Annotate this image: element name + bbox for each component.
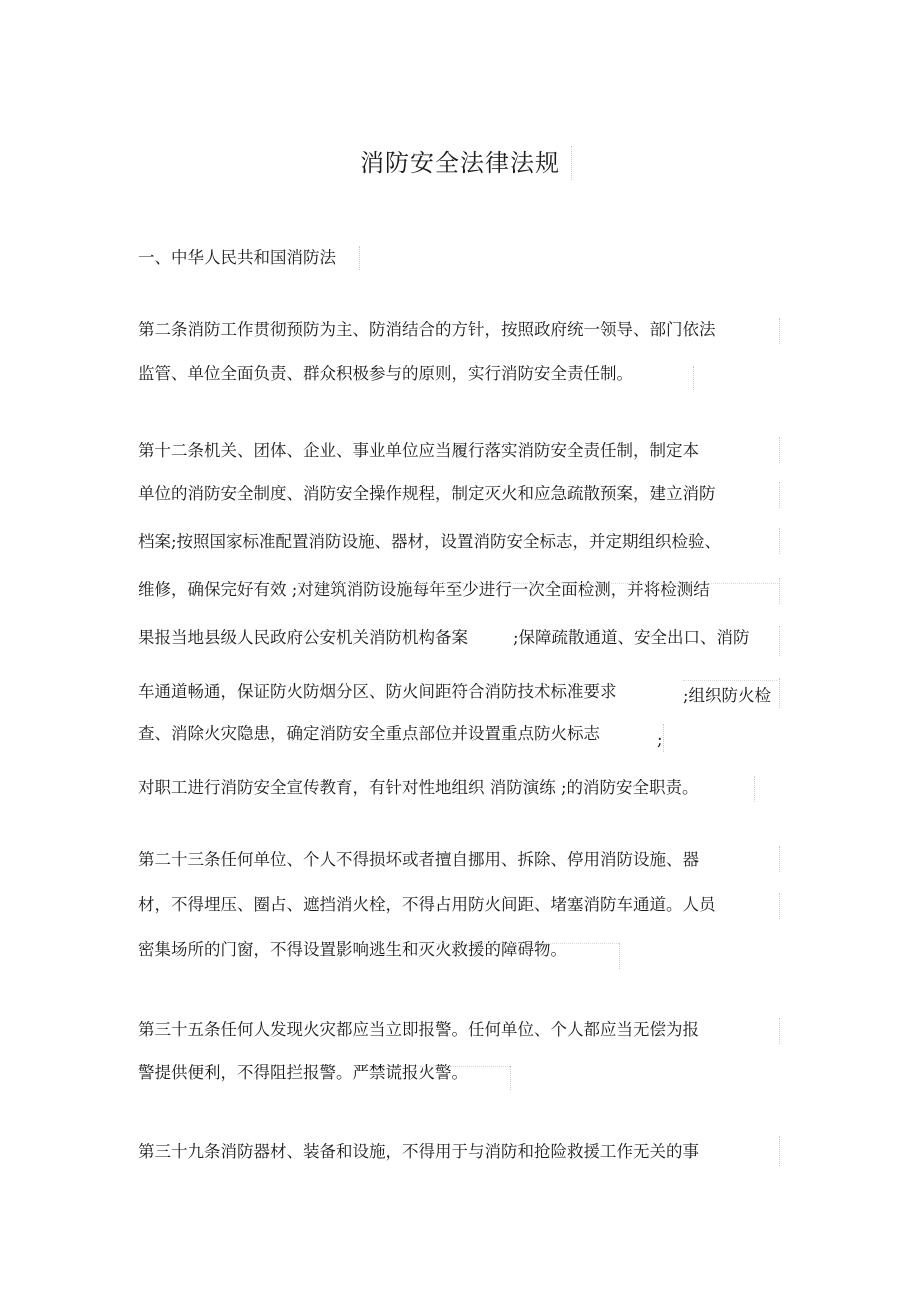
article-12-line-3: 档案;按照国家标准配置消防设施、器材，设置消防安全标志，并定期组织检验、 bbox=[138, 532, 722, 551]
article-28-line-1: 第二十三条任何单位、个人不得损坏或者擅自挪用、拆除、停用消防设施、器 bbox=[138, 850, 699, 869]
article-28-line-3: 密集场所的门窗，不得设置影响逃生和灭火救援的障碍物。 bbox=[138, 940, 567, 959]
ocr-marker bbox=[300, 583, 778, 584]
ocr-marker bbox=[779, 528, 780, 554]
article-12-line-8: 对职工进行消防安全宣传教育，有针对性地组织 消防演练 ;的消防安全职责。 bbox=[138, 778, 699, 797]
article-39-line-1: 第三十九条消防器材、装备和设施，不得用于与消防和抢险救援工作无关的事 bbox=[138, 1142, 699, 1161]
article-2-line-1: 第二条消防工作贯彻预防为主、防消结合的方针，按照政府统一领导、部门依法 bbox=[138, 320, 716, 339]
ocr-marker bbox=[779, 678, 780, 708]
ocr-marker bbox=[779, 626, 780, 656]
ocr-marker bbox=[754, 776, 755, 802]
ocr-marker bbox=[779, 893, 780, 919]
article-12-line-7b: ; bbox=[657, 730, 663, 749]
article-12-line-1: 第十二条机关、团体、企业、事业单位应当履行落实消防安全责任制，制定本 bbox=[138, 441, 699, 460]
article-44-line-2: 警提供便利，不得阻拦报警。严禁谎报火警。 bbox=[138, 1063, 468, 1082]
ocr-marker bbox=[663, 724, 664, 752]
ocr-marker bbox=[779, 578, 780, 604]
ocr-marker bbox=[420, 1066, 510, 1067]
ocr-marker bbox=[359, 246, 360, 270]
article-12-line-5b: ;保障疏散通道、安全出口、消防 bbox=[513, 628, 750, 647]
ocr-marker bbox=[510, 1066, 511, 1090]
ocr-marker bbox=[779, 846, 780, 872]
ocr-marker bbox=[779, 318, 780, 344]
article-12-line-7a: 查、消除火灾隐患，确定消防安全重点部位并设置重点防火标志 bbox=[138, 724, 600, 743]
article-28-line-2: 材，不得埋压、圈占、遮挡消火栓，不得占用防火间距、堵塞消防车通道。人员 bbox=[138, 895, 716, 914]
ocr-marker bbox=[779, 482, 780, 508]
ocr-marker bbox=[779, 1136, 780, 1166]
document-title: 消防安全法律法规 bbox=[360, 149, 560, 177]
article-12-line-5a: 果报当地县级人民政府公安机关消防机构备案 bbox=[138, 628, 468, 647]
article-12-line-6a: 车通道畅通，保证防火防烟分区、防火间距符合消防技术标准要求 bbox=[138, 682, 617, 701]
article-12-line-4: 维修，确保完好有效 ;对建筑消防设施每年至少进行一次全面检测，并将检测结 bbox=[138, 580, 710, 599]
ocr-marker bbox=[779, 437, 780, 463]
ocr-marker bbox=[683, 680, 777, 681]
article-2-line-2: 监管、单位全面负责、群众积极参与的原则，实行消防安全责任制。 bbox=[138, 364, 633, 383]
article-44-line-1: 第三十五条任何人发现火灾都应当立即报警。任何单位、个人都应当无偿为报 bbox=[138, 1020, 699, 1039]
article-12-line-6b: ;组织防火检 bbox=[683, 686, 772, 705]
ocr-marker bbox=[779, 1018, 780, 1044]
article-12-line-2: 单位的消防安全制度、消防安全操作规程，制定灭火和应急疏散预案，建立消防 bbox=[138, 484, 716, 503]
ocr-marker bbox=[571, 146, 572, 180]
ocr-marker bbox=[436, 943, 619, 944]
ocr-marker bbox=[693, 366, 694, 390]
section-heading: 一、中华人民共和国消防法 bbox=[138, 248, 336, 267]
ocr-marker bbox=[619, 943, 620, 969]
